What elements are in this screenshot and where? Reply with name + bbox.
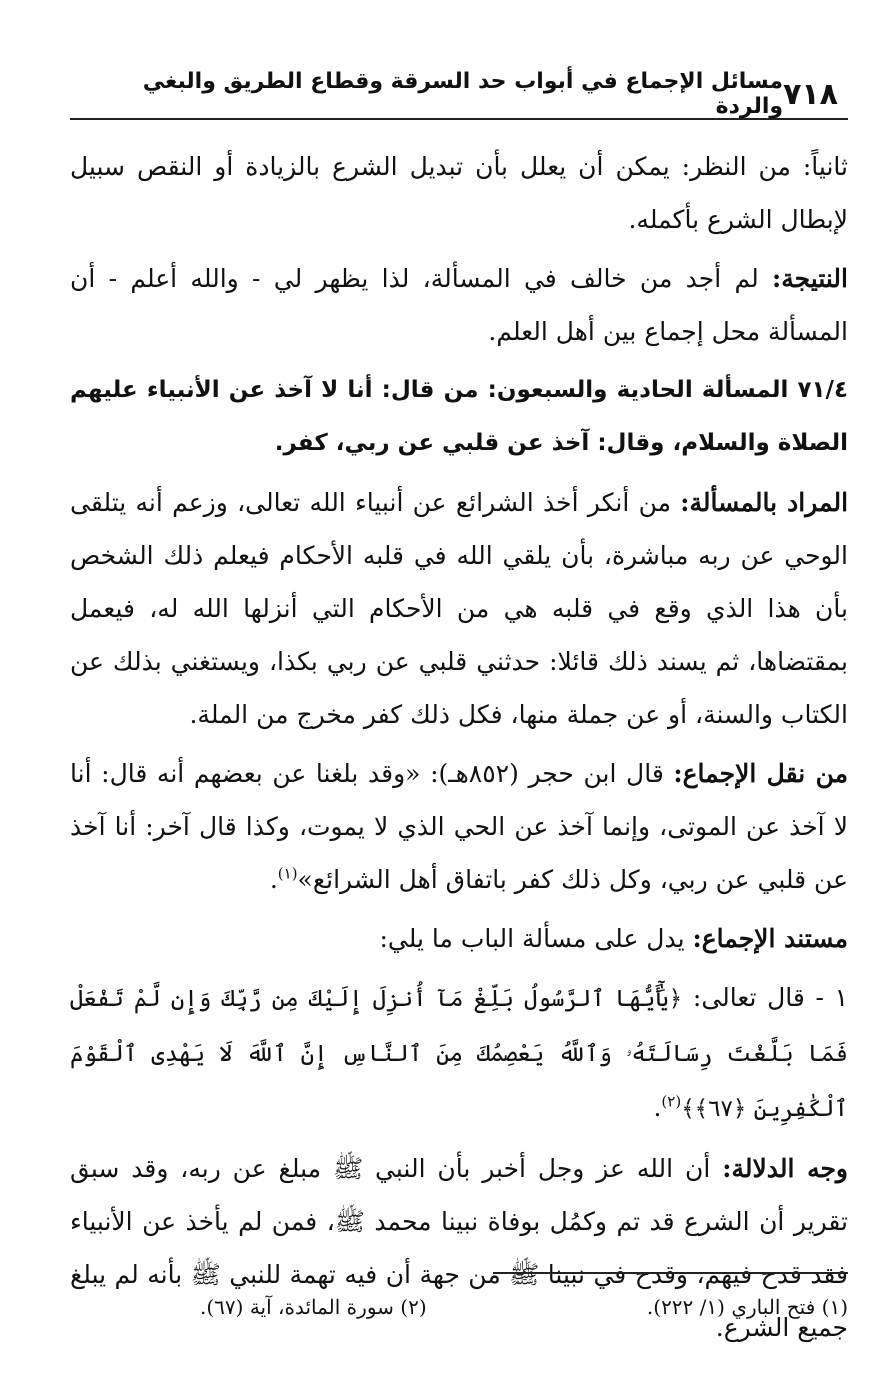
paragraph-reasoning: ثانياً: من النظر: يمكن أن يعلل بأن تبديل الشرع بالزيادة أو النقص سبيل لإبطال الشرع بأكمله. [70, 152, 848, 234]
footnote-ref-1[interactable]: (١) [277, 864, 298, 883]
paragraph-basis [70, 912, 848, 965]
paragraph-result [70, 252, 848, 358]
paragraph-evidence [70, 971, 848, 1136]
footnotes [200, 1295, 848, 1319]
running-title: مسائل الإجماع في أبواب حد السرقة وقطاع الطريق والبغي والردة [142, 69, 784, 119]
evidence-intro: ١ - قال تعالى: [682, 983, 848, 1012]
page-header [70, 70, 848, 120]
issue-heading: ٧١/٤ المسألة الحادية والسبعون: من قال: أنا لا آخذ عن الأنبياء عليهم الصلاة والسلام، وقال: آخذ عن قلبي عن ربي، كفر. [70, 377, 848, 456]
footnote-ref-2[interactable]: (٢) [661, 1092, 682, 1111]
footnote-divider [493, 1272, 848, 1274]
transmission-text: قال ابن حجر (٨٥٢هـ): «وقد بلغنا عن بعضهم أنه قال: أنا لا آخذ عن الموتى، وإنما آخذ عن الحي الذي لا يموت، وكذا قال آخر: أنا آخذ عن قلبي عن ربي، وكل ذلك كفر باتفاق أهل الشرائع» [70, 759, 848, 894]
meaning-label: المراد بالمسألة: [680, 488, 849, 517]
paragraph-transmission: من نقل الإجماع: قال ابن حجر (٨٥٢هـ): «وقد بلغنا عن بعضهم أنه قال: أنا لا آخذ عن الموتى، وإنما آخذ عن الحي الذي لا يموت، وكذا قال آخر: أنا آخذ عن قلبي عن ربي، وكل ذلك كفر باتفاق أهل الشرائع»$^{(١)}$. [70, 759, 849, 894]
paragraph-meaning [70, 476, 848, 741]
evidence-end: . [653, 1093, 662, 1122]
basis-label: مستند الإجماع: [692, 924, 848, 953]
footnote-2: (٢) سورة المائدة، آية (٦٧). [200, 1295, 427, 1319]
quran-verse: ﴿يَٰٓأَيُّهَا ٱلرَّسُولُ بَلِّغْ مَآ أُنزِلَ إِلَيْكَ مِن رَّبِّكَ وَإِن لَّمْ تَفْعَلْ فَمَا بَلَّغْتَ رِسَالَتَهُۥ وَٱللَّهُ يَعْصِمُكَ مِنَ ٱلنَّاسِ إِنَّ ٱللَّهَ لَا يَهْدِى ٱلْقَوْمَ ٱلْكَٰفِرِينَ ﴿٦٧﴾﴾ [70, 986, 848, 1122]
result-text: لم أجد من خالف في المسألة، لذا يظهر لي - والله أعلم - أن المسألة محل إجماع بين أهل العلم. [70, 264, 848, 346]
indication-label: وجه الدلالة: [722, 1154, 848, 1183]
footnote-1: (١) فتح الباري (١/ ٢٢٢). [646, 1295, 848, 1319]
meaning-text: من أنكر أخذ الشرائع عن أنبياء الله تعالى، وزعم أنه يتلقى الوحي عن ربه مباشرة، بأن يلقي الله في قلبه الأحكام فيعلم ذلك الشخص بأن هذا الذي وقع في قلبه هي من الأحكام التي أنزلها الله له، فيعمل بمقتضاها، ثم يسند ذلك قائلا: حدثني قلبي عن ربي بكذا، ويستغني بذلك عن الكتاب والسنة، أو عن جملة منها، فكل ذلك كفر مخرج من الملة. [70, 488, 848, 729]
indication-text: أن الله عز وجل أخبر بأن النبي ﷺ مبلغ عن ربه، وقد سبق تقرير أن الشرع قد تم وكمُل بوفاة نبينا محمد ﷺ، فمن لم يأخذ عن الأنبياء فقد قدح فيهم، وقدح في نبينا ﷺ من جهة أن فيه تهمة للنبي ﷺ بأنه لم يبلغ جميع الشرع. [70, 1154, 848, 1342]
paragraph-indication [70, 1142, 848, 1354]
page-number: ٧١٨ [783, 76, 838, 112]
result-label: النتيجة: [772, 264, 848, 293]
page-body [70, 140, 848, 1360]
basis-text: يدل على مسألة الباب ما يلي: [379, 924, 693, 953]
transmission-label: من نقل الإجماع: [673, 759, 849, 788]
